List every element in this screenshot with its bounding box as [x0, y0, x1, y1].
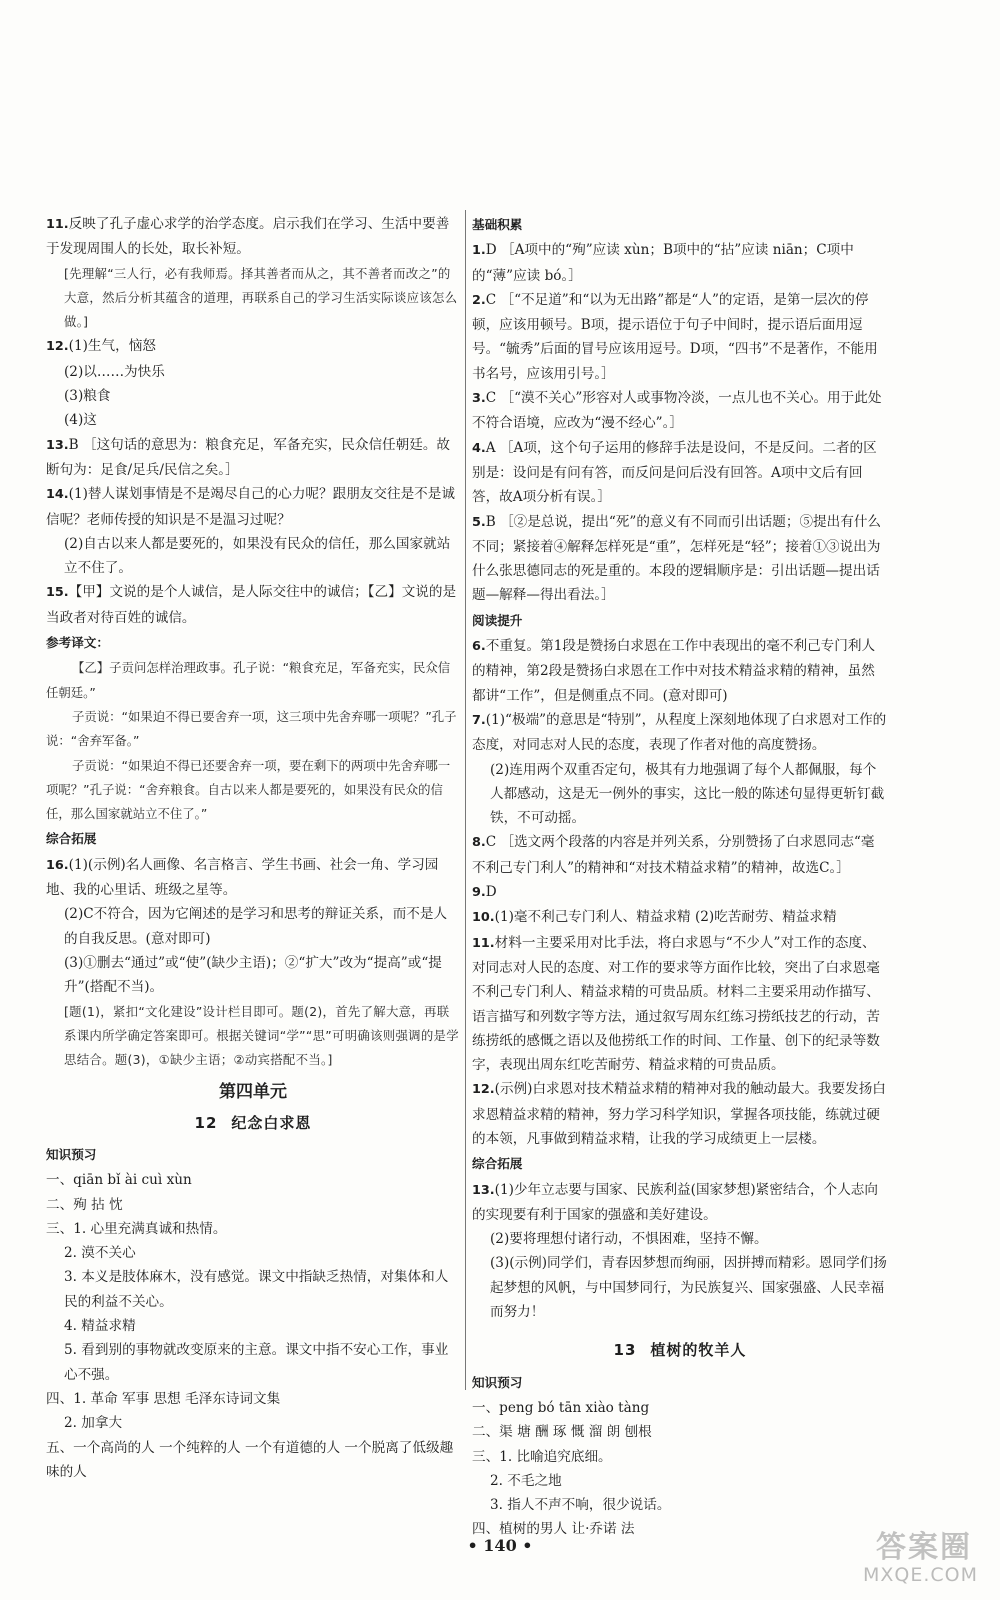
answer-15: 15.【甲】文说的是个人诚信，是人际交往中的诚信；【乙】文说的是当政者对待百姓的诚信。 [46, 584, 457, 626]
preview-subitem: 2. 加拿大 [64, 1415, 123, 1432]
preview-item-5: 五、一个高尚的人 一个纯粹的人 一个有道德的人 一个脱离了低级趣味的人 [46, 1439, 454, 1480]
preview-subitem: 4. 精益求精 [64, 1318, 136, 1335]
left-column [46, 212, 460, 1484]
answer-14-part2: (2)自古以来人都是要死的，如果没有民众的信任，那么国家就站立不住了。 [64, 535, 451, 577]
answer-r13: 13.(1)少年立志要与国家、民族利益(国家梦想)紧密结合，个人志向的实现要有利于国家的强盛和美好建设。 [472, 1181, 878, 1223]
answer-12-item: (3)粮食 [64, 388, 111, 405]
preview-subitem: 3. 指人不声不响，很少说话。 [490, 1497, 671, 1514]
preview-item-3: 三、1. 比喻追究底细。 [472, 1448, 612, 1465]
unit-title: 第四单元 [219, 1082, 287, 1103]
page-number: • 140 • [467, 1536, 533, 1555]
reference-translation-para: 子贡说：“如果迫不得已还要舍弃一项，要在剩下的两项中先舍弃哪一项呢？”孔子说：“舍弃粮食。自古以来人都是要死的，如果没有民众的信任，那么国家就站立不住了。” [46, 757, 451, 822]
preview-item-4: 四、1. 革命 军事 思想 毛泽东诗词文集 [46, 1390, 281, 1407]
preview-item: 一、peng bó tān xiào tàng [472, 1399, 650, 1416]
answer-16-note: [题(1)，紧扣“文化建设”设计栏目即可。题(2)，首先了解大意，再联系课内所学确定答案即可。根据关键词“学”“思”可明确该则强调的是学思结合。题(3)，①缺少主语；②动宾搭配不当。] [64, 1003, 459, 1068]
answer-13: 13.B ［这句话的意思为：粮食充足，军备充实，民众信任朝廷。故断句为：足食/足兵/民信之矣。］ [46, 436, 451, 478]
preview-subitem: 5. 看到别的事物就改变原来的主意。课文中指不安心工作，事业心不强。 [64, 1342, 449, 1383]
column-divider [465, 210, 466, 1390]
right-column [472, 212, 888, 1542]
preview-subitem: 3. 本义是肢体麻木，没有感觉。课文中指缺乏热情，对集体和人民的利益不关心。 [64, 1269, 449, 1310]
answer-r4: 4.A ［A项，这个句子运用的修辞手法是设问，不是反问。二者的区别是：设问是有问有答，而反问是问后没有回答。A项中文后有回答，故A项分析有误。］ [472, 439, 877, 506]
answer-11-note: [先理解“三人行，必有我师焉。择其善者而从之，其不善者而改之”的大意，然后分析其蕴含的道理，再联系自己的学习生活实际谈应该怎么做。] [64, 265, 458, 330]
answer-r12: 12.(示例)白求恩对技术精益求精的精神对我的触动最大。我要发扬白求恩精益求精的精神，努力学习科学知识，掌握各项技能，练就过硬的本领，凡事做到精益求精，让我的学习成绩更上一层楼。 [472, 1081, 886, 1147]
lesson-13-title: 13 植树的牧羊人 [613, 1341, 747, 1360]
reference-translation-para: 子贡说：“如果迫不得已要舍弃一项，这三项中先舍弃哪一项呢？”孔子说：“舍弃军备。” [46, 708, 457, 749]
answer-16-part3: (3)①删去“通过”或“使”(缺少主语)；②“扩大”改为“提高”或“提升”(搭配不当)。 [64, 954, 442, 996]
section-reading: 阅读提升 [472, 612, 523, 628]
preview-item: 一、qiān bǐ ài cuì xùn [46, 1172, 192, 1189]
lesson-12-title: 12 纪念白求恩 [194, 1113, 312, 1132]
watermark [808, 1522, 978, 1586]
answer-12: 12.(1)生气，恼怒 [46, 338, 156, 355]
preview-item-4: 四、植树的男人 让·乔诺 法 [472, 1521, 635, 1538]
answer-14: 14.(1)替人谋划事情是不是竭尽自己的心力呢？跟朋友交往是不是诚信呢？老师传授的知识是不是温习过呢？ [46, 486, 455, 528]
answer-r9: 9.D [472, 884, 497, 901]
answer-r7: 7.(1)“极端”的意思是“特别”，从程度上深刻地体现了白求恩对工作的态度，对同志对人民的态度，表现了作者对他的高度赞扬。 [472, 711, 887, 754]
section-comprehensive-right: 综合拓展 [472, 1156, 523, 1172]
section-comprehensive: 综合拓展 [46, 831, 97, 847]
answer-r10: 10.(1)毫不利己专门利人、精益求精 (2)吃苦耐劳、精益求精 [472, 909, 837, 926]
answer-r13-part3: (3)(示例)同学们，青春因梦想而绚丽，因拼搏而精彩。恩同学们扬起梦想的风帆，与中国梦同行，为民族复兴、国家强盛、人民幸福而努力！ [490, 1255, 887, 1321]
watermark-site: MXQE.COM [862, 1564, 978, 1586]
reference-translation-title: 参考译文： [46, 635, 109, 651]
answer-r7-part2: (2)连用两个双重否定句，极其有力地强调了每个人都佩服，每个人都感动，这是无一例外的事实，这比一般的陈述句显得更斩钉截铁，不可动摇。 [490, 761, 885, 827]
section-preview: 知识预习 [46, 1146, 97, 1162]
watermark-logo: 答案圈 [876, 1530, 972, 1565]
answer-12-item: (2)以……为快乐 [64, 363, 165, 380]
answer-12-item: (4)这 [64, 412, 97, 429]
reference-translation-para: 【乙】子贡问怎样治理政事。孔子说：“粮食充足，军备充实，民众信任朝廷。” [46, 660, 451, 700]
section-preview-right: 知识预习 [472, 1374, 523, 1390]
preview-item: 二、殉 拈 忱 [46, 1196, 123, 1213]
preview-subitem: 2. 不毛之地 [490, 1472, 562, 1489]
answer-11: 11.反映了孔子虚心求学的治学态度。启示我们在学习、生活中要善于发现周围人的长处，取长补短。 [46, 216, 450, 258]
answer-r11: 11.材料一主要采用对比手法，将白求恩与“不少人”对工作的态度、对同志对人民的态度、对工作的要求等方面作比较，突出了白求恩毫不利己专门利人、精益求精的可贵品质。材料二主要采用动作描写、语言描写和列数字等方法，通过叙写周东红练习捞纸技艺的行动，苦练捞纸的感慨之语以及他捞纸工作的时间、工作量、创下的纪录等数字，表现出周东红吃苦耐劳、精益求精的可贵品质。 [472, 934, 880, 1074]
preview-item: 二、渠 塘 酬 琢 慨 溜 朗 刨根 [472, 1424, 652, 1441]
section-basic: 基础积累 [472, 217, 523, 232]
answer-r3: 3.C ［“漠不关心”形容对人或事物冷淡，一点儿也不关心。用于此处不符合语境，应改为“漫不经心”。］ [472, 390, 882, 432]
answer-r13-part2: (2)要将理想付诸行动，不惧困难，坚持不懈。 [490, 1231, 768, 1248]
answer-r6: 6.不重复。第1段是赞扬白求恩在工作中表现出的毫不利己专门利人的精神，第2段是赞扬白求恩在工作中对技术精益求精的精神，虽然都讲“工作”，但是侧重点不同。(意对即可) [472, 638, 876, 704]
answer-r8: 8.C ［选文两个段落的内容是并列关系，分别赞扬了白求恩同志“毫不利己专门利人”的精神和“对技术精益求精”的精神，故选C。］ [472, 834, 875, 876]
preview-item-3: 三、1. 心里充满真诚和热情。 [46, 1220, 227, 1237]
answer-r5: 5.B ［②是总说，提出“死”的意义有不同而引出话题；⑤提出有什么不同；紧接着④解释怎样死是“重”，怎样死是“轻”；接着①③说出为什么张思德同志的死是重的。本段的逻辑顺序是：引出话题—提出话题—解释—得出看法。］ [472, 513, 882, 604]
answer-16-part2: (2)C不符合，因为它阐述的是学习和思考的辩证关系，而不是人的自我反思。(意对即可) [64, 906, 448, 947]
answer-r1: 1.D ［A项中的“殉”应读 xùn；B项中的“拈”应读 niān；C项中的“薄”应读 bó。］ [472, 242, 854, 284]
answer-r2: 2.C ［“不足道”和“以为无出路”都是“人”的定语，是第一层次的停顿，应该用顿号。B项，提示语位于句子中间时，提示语后面用逗号。“毓秀”后面的冒号应该用逗号。D项，“四书”不是著作，不能用书名号，应该用引号。］ [472, 291, 878, 382]
preview-subitem: 2. 漠不关心 [64, 1245, 136, 1262]
answer-16: 16.(1)(示例)名人画像、名言格言、学生书画、社会一角、学习园地、我的心里话、班级之星等。 [46, 856, 439, 899]
